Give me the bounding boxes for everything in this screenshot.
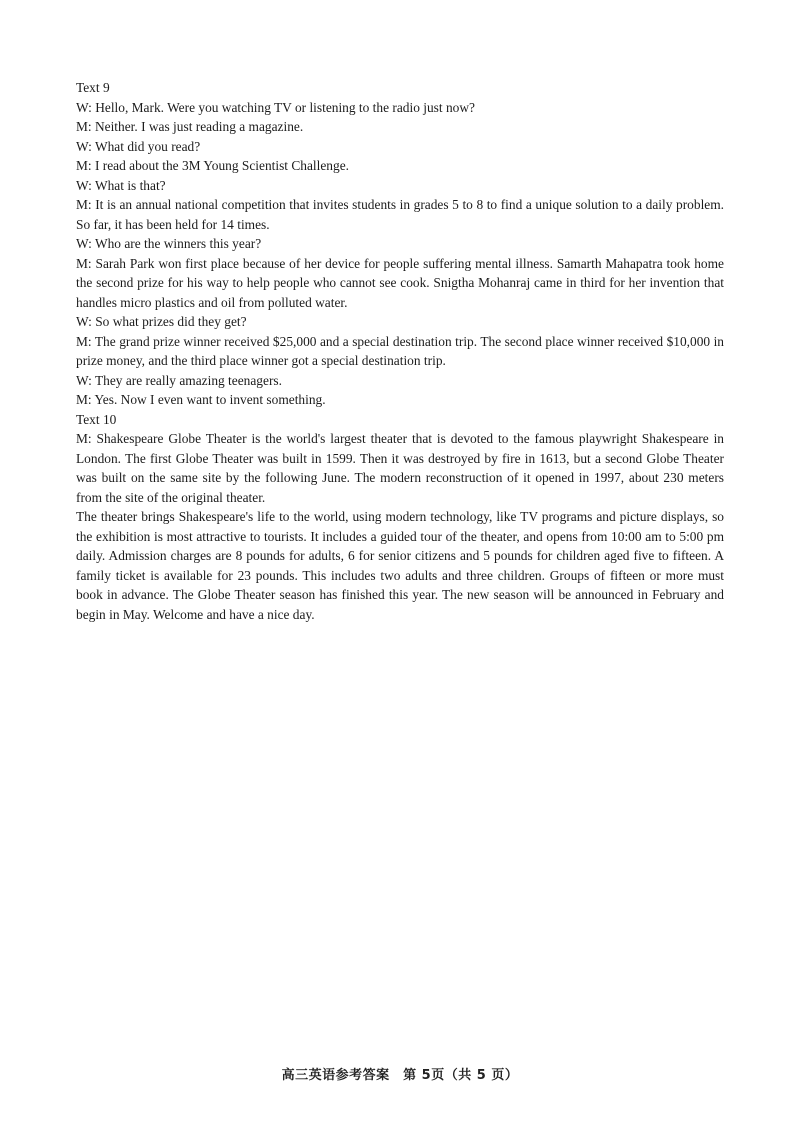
section-heading: Text 9 [76, 80, 110, 95]
dialogue-line: M: Neither. I was just reading a magazine. [76, 119, 304, 134]
dialogue-line: W: They are really amazing teenagers. [76, 372, 282, 388]
section-text-10 [76, 410, 724, 625]
dialogue-line: W: Hello, Mark. Were you watching TV or listening to the radio just now? [76, 99, 475, 115]
dialogue-line: M: It is an annual national competition that invites students in grades 5 to 8 to find a unique solution to a daily problem. So far, it has been held for 14 times. [76, 197, 724, 232]
document-body [76, 78, 724, 624]
section-text-9 [76, 78, 724, 410]
dialogue-line: M: Yes. Now I even want to invent something. [76, 392, 326, 407]
dialogue-line: W: What did you read? [76, 138, 201, 154]
dialogue-line: M: Sarah Park won first place because of her device for people suffering mental illness. Samarth Mahapatra took home the second prize for his way to help people who cannot see cook. Snigtha Mohanraj came in third for her invention that handles micro plastics and oil from polluted water. [76, 255, 724, 310]
page-footer: 高三英语参考答案 第 5页（共 5 页） [281, 1068, 519, 1083]
monologue-paragraph: The theater brings Shakespeare's life to the world, using modern technology, like TV programs and picture displays, so the exhibition is most attractive to tourists. It includes a guided tour of the theater, and opens from 10:00 am to 5:00 pm daily. Admission charges are 8 pounds for adults, 6 for senior citizens and 5 pounds for children aged five to fifteen. A family ticket is available for 23 pounds. This includes two adults and three children. Groups of fifteen or more must book in advance. The Globe Theater season has finished this year. The new season will be announced in February and begin in May. Welcome and have a nice day. [76, 509, 724, 622]
monologue-paragraph: M: Shakespeare Globe Theater is the world's largest theater that is devoted to the famous playwright Shakespeare in London. The first Globe Theater was built in 1599. Then it was destroyed by fire in 1613, but a second Globe Theater was built on the same site by the following June. The modern reconstruction of it opened in 1997, about 230 meters from the site of the original theater. [76, 431, 724, 505]
dialogue-line: M: I read about the 3M Young Scientist Challenge. [76, 158, 349, 173]
section-heading: Text 10 [76, 411, 117, 427]
dialogue-line: W: So what prizes did they get? [76, 314, 247, 329]
dialogue-line: M: The grand prize winner received $25,000 and a special destination trip. The second place winner received $10,000 in prize money, and the third place winner got a special destination trip. [76, 333, 724, 368]
dialogue-line: W: Who are the winners this year? [76, 236, 262, 251]
dialogue-line: W: What is that? [76, 177, 166, 193]
